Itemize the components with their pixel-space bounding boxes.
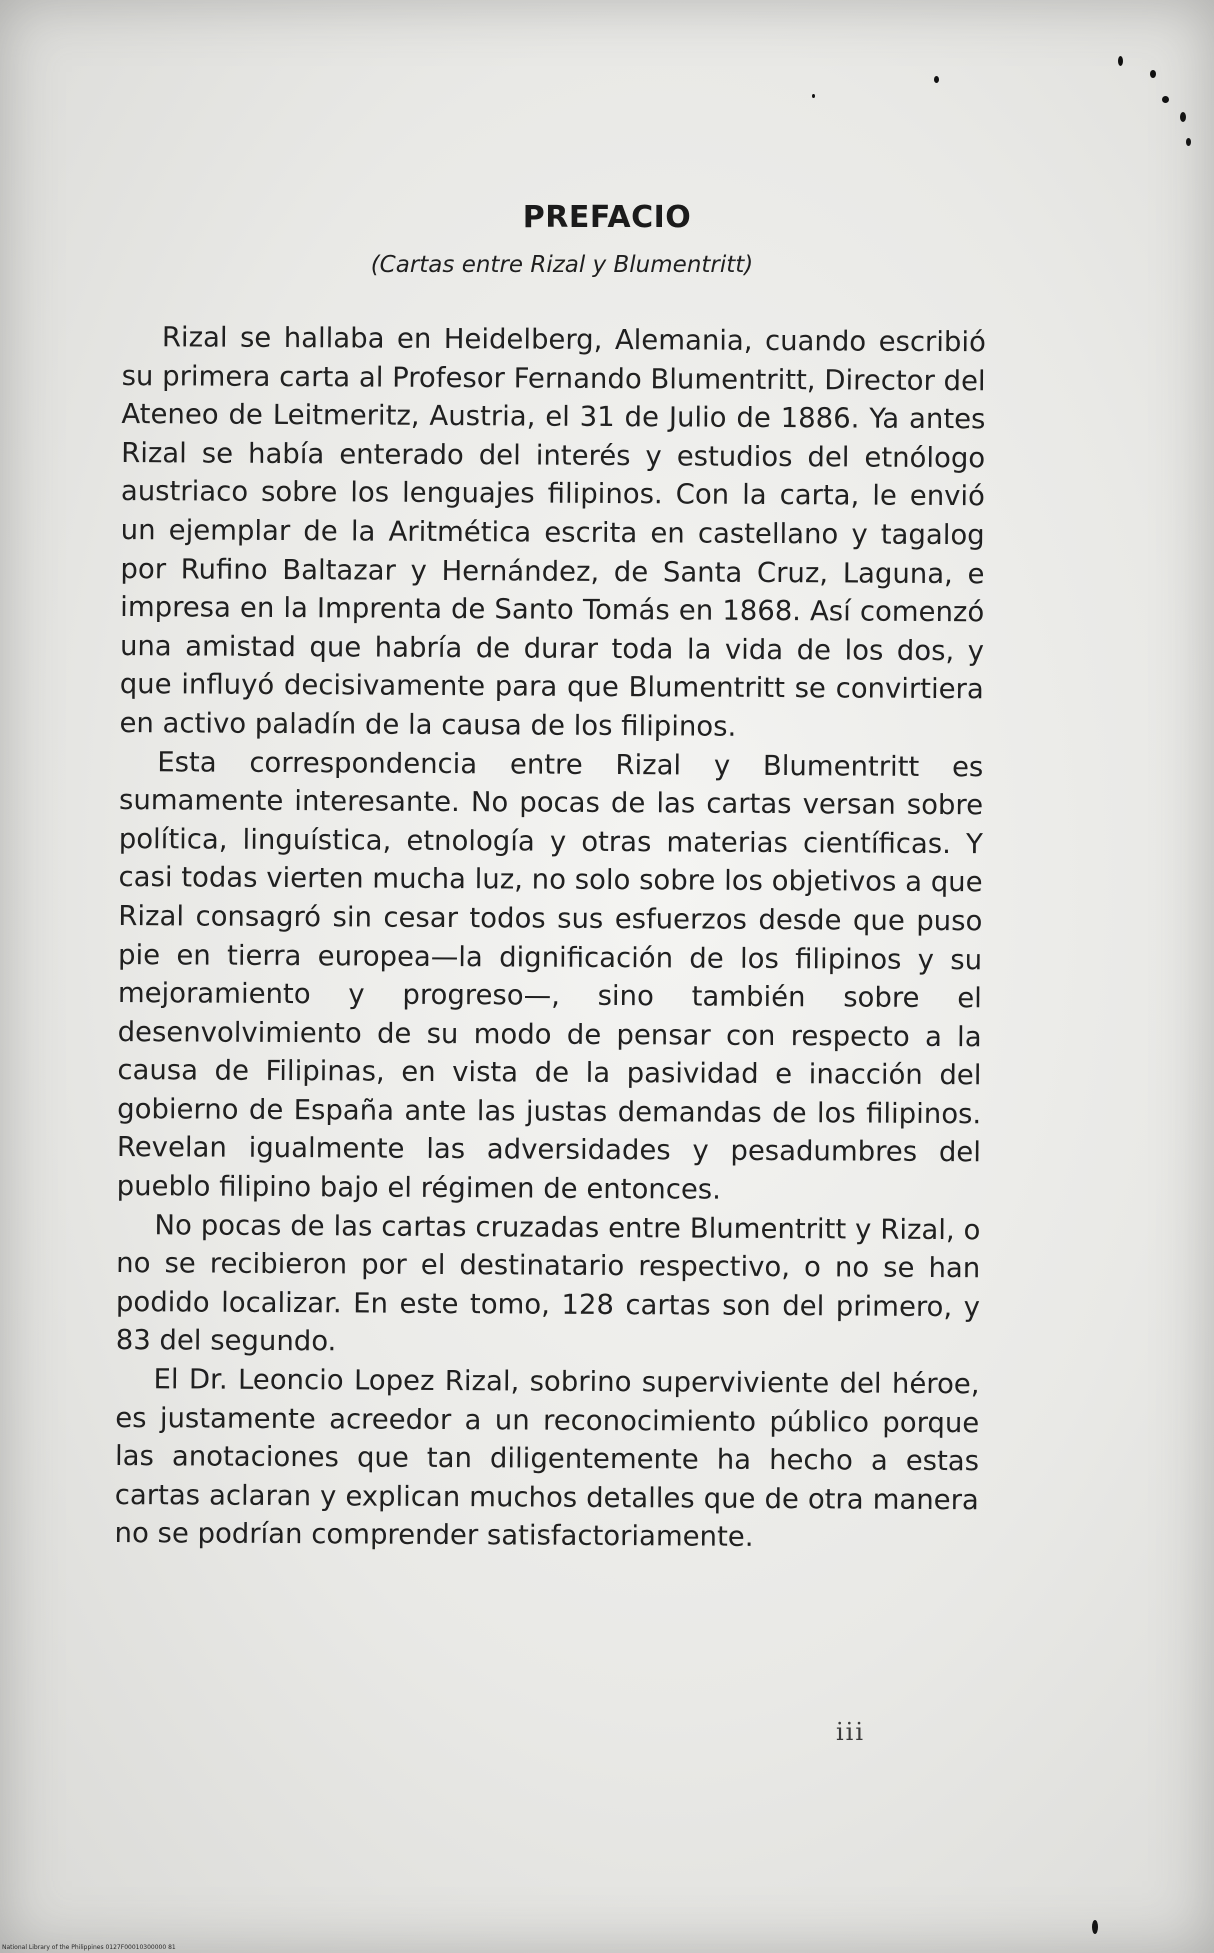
paragraph: No pocas de las cartas cruzadas entre Blumentritt y Rizal, o no se recibieron por el destinatario respectivo, o no se han podido localizar. En este tomo, 128 cartas son del primero, y 83 del segundo. <box>115 1208 981 1358</box>
scan-speck <box>1180 112 1186 122</box>
library-credit: National Library of the Philippines 0127F00010300000 81 <box>2 1944 176 1951</box>
scan-speck <box>1092 1920 1098 1934</box>
page-subtitle: (Cartas entre Rizal y Blumentritt) <box>370 252 754 278</box>
scan-speck <box>812 94 815 98</box>
page-title: PREFACIO <box>522 200 692 235</box>
body-text <box>114 318 986 1558</box>
scan-speck <box>1186 138 1191 146</box>
paragraph: Esta correspondencia entre Rizal y Blumentritt es sumamente interesante. No pocas de las cartas versan sobre política, linguística, etnología y otras materias científicas. Y casi todas vierten mucha luz, no solo sobre los objetivos a que Rizal consagró sin cesar todos sus esfuerzos desde que puso pie en tierra europea—la dignificación de los filipinos y su mejoramiento y progreso—, sino también sobre el desenvolvimiento de su modo de pensar con respecto a la causa de Filipinas, en vista de la pasividad e inacción del gobierno de España ante las justas demandas de los filipinos. Revelan igualmente las adversidades y pesadumbres del pueblo filipino bajo el régimen de entonces. <box>116 745 984 1206</box>
paragraph: El Dr. Leoncio Lopez Rizal, sobrino superviviente del héroe, es justamente acreedor a un reconocimiento público porque las anotaciones que tan diligentemente ha hecho a estas cartas aclaran y explican muchos detalles que de otra manera no se podrían comprender satisfactoriamente. <box>114 1363 980 1554</box>
paragraph: Rizal se hallaba en Heidelberg, Alemania, cuando escribió su primera carta al Profesor Fernando Blumentritt, Director del Ateneo de Leitmeritz, Austria, el 31 de Julio de 1886. Ya antes Rizal se había enterado del interés y estudios del etnólogo austriaco sobre los lenguajes filipinos. Con la carta, le envió un ejemplar de la Aritmética escrita en castellano y tagalog por Rufino Baltazar y Hernández, de Santa Cruz, Laguna, e impresa en la Imprenta de Santo Tomás en 1868. Así comenzó una amistad que habría de durar toda la vida de los dos, y que influyó decisivamente para que Blumentritt se convirtiera en activo paladín de la causa de los filipinos. <box>119 321 986 743</box>
scan-speck <box>934 76 939 83</box>
scan-speck <box>1162 96 1169 103</box>
scan-speck <box>1118 56 1123 66</box>
scan-speck <box>1150 70 1156 78</box>
page-number: iii <box>836 1718 866 1746</box>
